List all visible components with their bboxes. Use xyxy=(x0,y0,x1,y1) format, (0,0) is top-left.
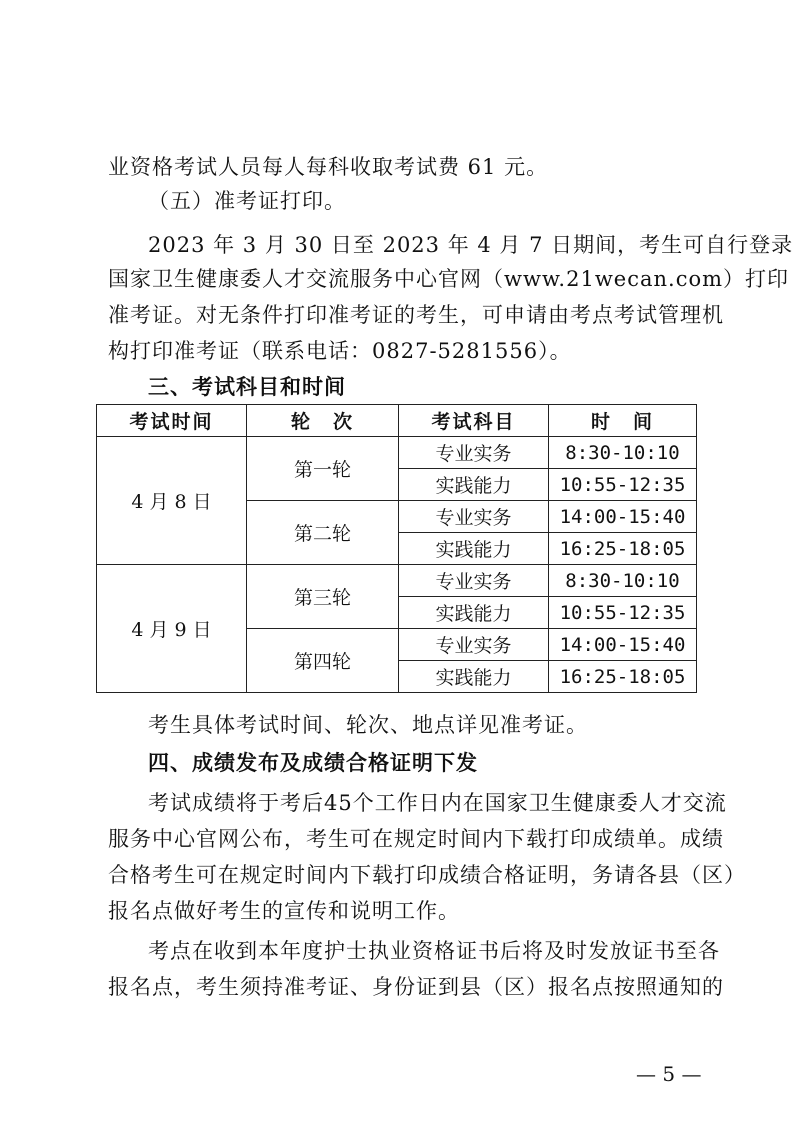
section-heading-results: 四、成绩发布及成绩合格证明下发 xyxy=(148,751,478,775)
table-row xyxy=(97,437,697,469)
subject-cell: 专业实务 xyxy=(399,629,549,661)
paragraph-results-line-4: 报名点做好考生的宣传和说明工作。 xyxy=(108,899,460,923)
paragraph-certificate-line-1: 考点在收到本年度护士执业资格证书后将及时发放证书至各 xyxy=(148,939,720,963)
round-cell: 第三轮 xyxy=(247,565,399,629)
subject-cell: 专业实务 xyxy=(399,501,549,533)
header-exam-date: 考试时间 xyxy=(97,405,247,437)
time-cell: 8:30-10:10 xyxy=(549,437,697,469)
header-subject: 考试科目 xyxy=(399,405,549,437)
header-time: 时 间 xyxy=(549,405,697,437)
paragraph-certificate-line-2: 报名点，考生须持准考证、身份证到县（区）报名点按照通知的 xyxy=(108,975,724,999)
time-cell: 16:25-18:05 xyxy=(549,533,697,565)
subject-cell: 专业实务 xyxy=(399,437,549,469)
time-cell: 14:00-15:40 xyxy=(549,501,697,533)
exam-schedule-table xyxy=(96,404,697,693)
paragraph-print-line-4: 构打印准考证（联系电话：0827-5281556）。 xyxy=(108,339,572,363)
section-heading-subjects-time: 三、考试科目和时间 xyxy=(148,375,346,399)
header-round: 轮 次 xyxy=(247,405,399,437)
subject-cell: 实践能力 xyxy=(399,469,549,501)
time-cell: 16:25-18:05 xyxy=(549,661,697,693)
round-cell: 第一轮 xyxy=(247,437,399,501)
paragraph-results-line-2: 服务中心官网公布，考生可在规定时间内下载打印成绩单。成绩 xyxy=(108,827,724,851)
date-cell: 4 月 8 日 xyxy=(97,437,247,565)
table-header-row xyxy=(97,405,697,437)
table-row xyxy=(97,565,697,597)
subject-cell: 实践能力 xyxy=(399,597,549,629)
paragraph-print-line-2: 国家卫生健康委人才交流服务中心官网（www.21wecan.com）打印 xyxy=(108,267,790,291)
time-cell: 10:55-12:35 xyxy=(549,469,697,501)
paragraph-results-line-3: 合格考生可在规定时间内下载打印成绩合格证明，务请各县（区） xyxy=(108,863,746,887)
date-cell: 4 月 9 日 xyxy=(97,565,247,693)
page-number: — 5 — xyxy=(636,1062,702,1086)
round-cell: 第二轮 xyxy=(247,501,399,565)
subject-cell: 实践能力 xyxy=(399,533,549,565)
paragraph-details-on-ticket: 考生具体考试时间、轮次、地点详见准考证。 xyxy=(148,713,588,737)
subheading-admission-ticket: （五）准考证打印。 xyxy=(148,189,346,213)
paragraph-print-line-1: 2023 年 3 月 30 日至 2023 年 4 月 7 日期间，考生可自行登录 xyxy=(148,233,794,257)
subject-cell: 专业实务 xyxy=(399,565,549,597)
paragraph-results-line-1: 考试成绩将于考后45个工作日内在国家卫生健康委人才交流 xyxy=(148,791,727,815)
paragraph-print-line-3: 准考证。对无条件打印准考证的考生，可申请由考点考试管理机 xyxy=(108,303,724,327)
subject-cell: 实践能力 xyxy=(399,661,549,693)
time-cell: 14:00-15:40 xyxy=(549,629,697,661)
round-cell: 第四轮 xyxy=(247,629,399,693)
time-cell: 8:30-10:10 xyxy=(549,565,697,597)
paragraph-exam-fee: 业资格考试人员每人每科收取考试费 61 元。 xyxy=(108,155,549,179)
time-cell: 10:55-12:35 xyxy=(549,597,697,629)
